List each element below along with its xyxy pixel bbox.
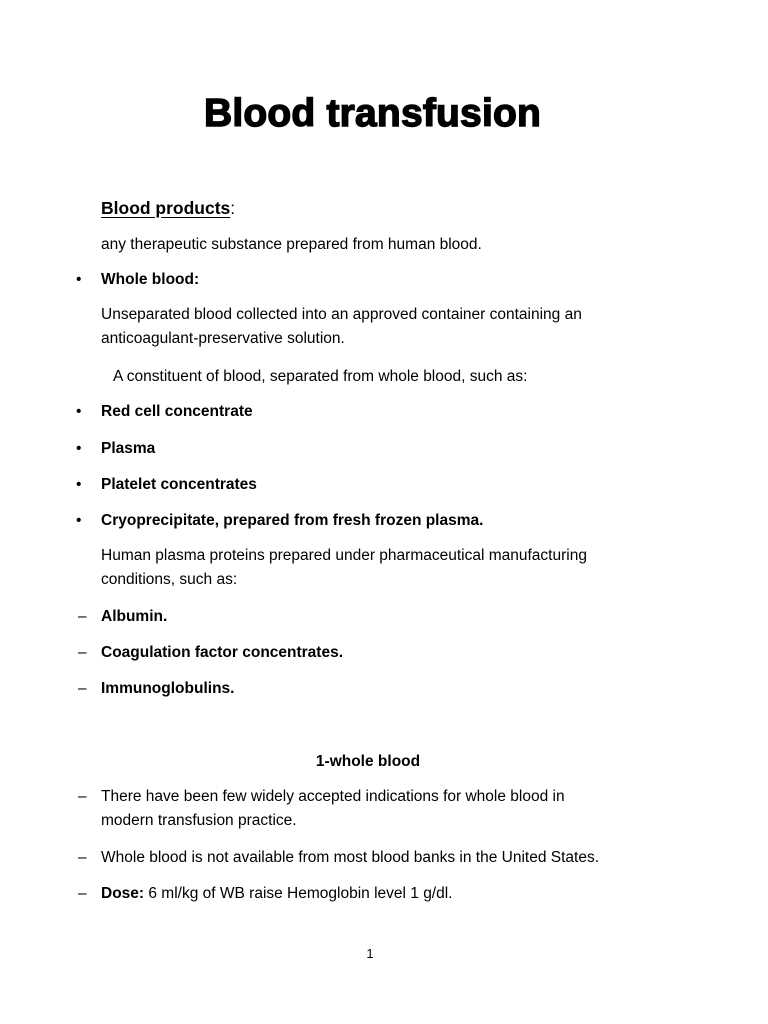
dash-point-2: – (78, 849, 87, 866)
dash-protein-1: – (78, 608, 87, 625)
bullet-constituent-2: • (76, 440, 82, 457)
whole-blood-point-1-line-2: modern transfusion practice. (101, 812, 297, 829)
bullet-constituent-3: • (76, 476, 82, 493)
section-heading-colon: : (230, 198, 236, 218)
plasma-protein-item: Immunoglobulins. (101, 680, 235, 697)
plasma-proteins-intro-line-2: conditions, such as: (101, 571, 238, 588)
bullet-constituent-1: • (76, 403, 82, 420)
dash-protein-2: – (78, 644, 87, 661)
dash-point-3: – (78, 885, 87, 902)
plasma-proteins-intro-line-1: Human plasma proteins prepared under pharmaceutical manufacturing (101, 547, 587, 564)
definition-text: any therapeutic substance prepared from human blood. (101, 236, 482, 253)
dash-protein-3: – (78, 680, 87, 697)
page-title: Blood transfusion (203, 92, 542, 135)
constituent-item: Plasma (101, 440, 156, 457)
bullet-whole-blood: • (76, 271, 82, 288)
dose-text: 6 ml/kg of WB raise Hemoglobin level 1 g/dl. (144, 885, 453, 902)
constituent-item: Platelet concentrates (101, 476, 257, 493)
section-heading-text: Blood products (101, 198, 231, 218)
whole-blood-label: Whole blood: (101, 271, 200, 288)
dose-line (101, 882, 453, 906)
constituent-item: Red cell concentrate (101, 403, 253, 420)
whole-blood-point-2: Whole blood is not available from most blood banks in the United States. (101, 849, 599, 866)
whole-blood-desc-line-1: Unseparated blood collected into an approved container containing an (101, 306, 582, 323)
section-heading (101, 194, 235, 222)
dose-label: Dose: (101, 885, 145, 902)
whole-blood-point-1-line-1: There have been few widely accepted indications for whole blood in (101, 788, 565, 805)
subsection-title: 1-whole blood (315, 753, 421, 770)
page-number: 1 (366, 946, 374, 961)
plasma-protein-item: Albumin. (101, 608, 168, 625)
whole-blood-desc-line-2: anticoagulant-preservative solution. (101, 330, 345, 347)
plasma-protein-item: Coagulation factor concentrates. (101, 644, 344, 661)
bullet-constituent-4: • (76, 512, 82, 529)
constituent-intro: A constituent of blood, separated from whole blood, such as: (113, 368, 528, 385)
constituent-item: Cryoprecipitate, prepared from fresh frozen plasma. (101, 512, 484, 529)
dash-point-1: – (78, 788, 87, 805)
